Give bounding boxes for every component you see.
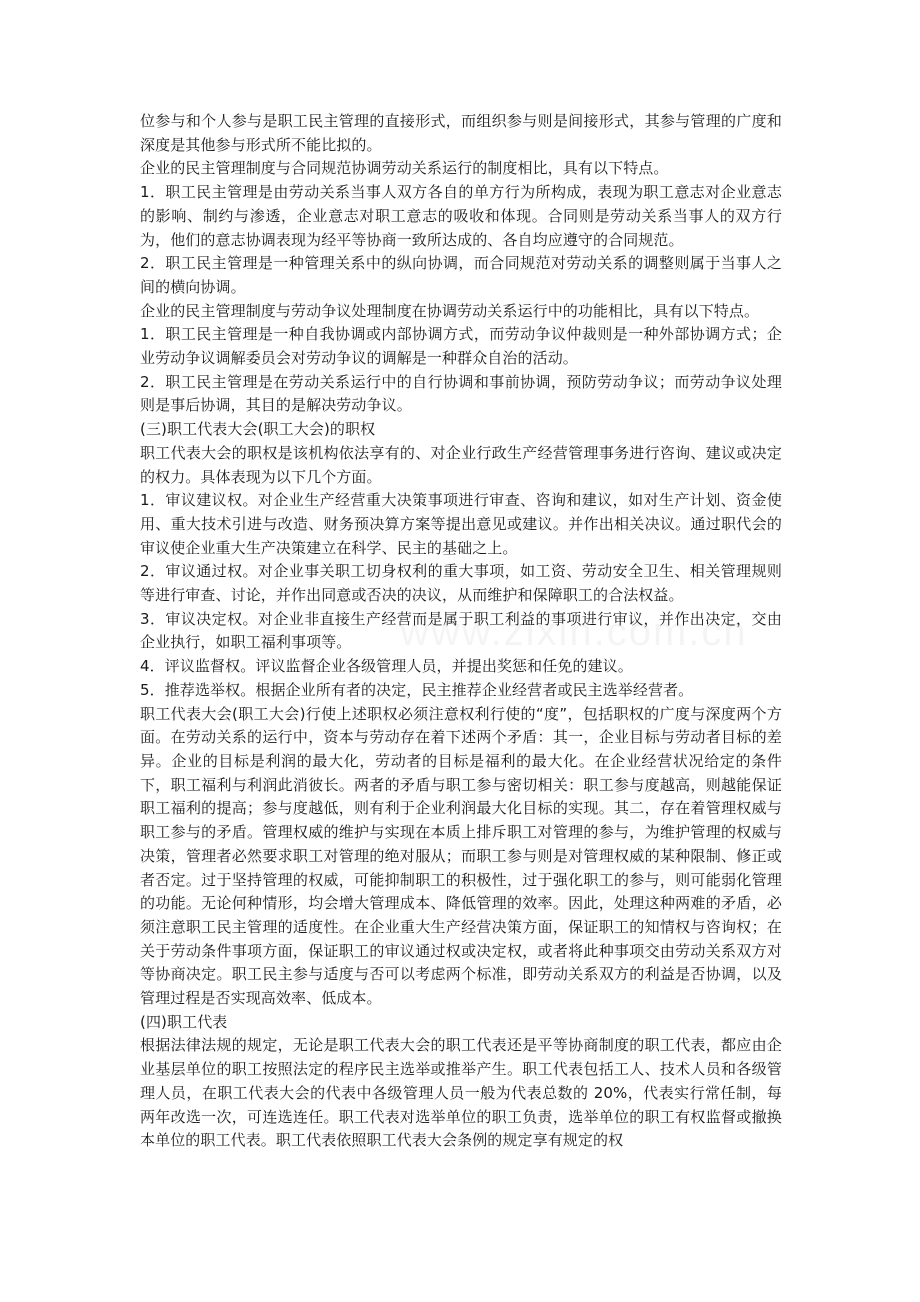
- paragraph-degree-of-powers: 职工代表大会(职工大会)行使上述职权必须注意权利行使的“度”，包括职权的广度与深度两个方面。在劳动关系的运行中，资本与劳动存在着下述两个矛盾：其一，企业目标与劳动者目标的差异。企业的目标是利润的最大化，劳动者的目标是福利的最大化。在企业经营状况给定的条件下，职工福利与利润此消彼长。两者的矛盾与职工参与密切相关：职工参与度越高，则越能保证职工福利的提高；参与度越低，则有利于企业利润最大化目标的实现。其二，存在着管理权威与职工参与的矛盾。管理权威的维护与实现在本质上排斥职工对管理的参与，为维护管理的权威与决策，管理者必然要求职工对管理的绝对服从；而职工参与则是对管理权威的某种限制、修正或者否定。过于坚持管理的权威，可能抑制职工的积极性，过于强化职工的参与，则可能弱化管理的功能。无论何种情形，均会增大管理成本、降低管理的效率。因此，处理这种两难的矛盾，必须注意职工民主管理的适度性。在企业重大生产经营决策方面，保证职工的知情权与咨询权；在关于劳动条件事项方面，保证职工的审议通过权或决定权，或者将此种事项交由劳动关系双方对等协商决定。职工民主参与适度与否可以考虑两个标准，即劳动关系双方的利益是否协调，以及管理过程是否实现高效率、低成本。: [140, 704, 782, 1008]
- paragraph-representatives: 根据法律法规的规定，无论是职工代表大会的职工代表还是平等协商制度的职工代表，都应由企业基层单位的职工按照法定的程序民主选举或推举产生。职工代表包括工人、技术人员和各级管理人员，在职工代表大会的代表中各级管理人员一般为代表总数的 20%，代表实行常任制，每两年改选一次，可连选连任。职工代表对选举单位的职工负责，选举单位的职工有权监督或撤换本单位的职工代表。职工代表依照职工代表大会条例的规定享有规定的权: [140, 1036, 782, 1150]
- paragraph-dispute-comparison-intro: 企业的民主管理制度与劳动争议处理制度在协调劳动关系运行中的功能相比，具有以下特点。: [140, 301, 760, 320]
- section-heading-worker-representatives: (四)职工代表: [140, 1012, 228, 1031]
- paragraph-power-recommend-elect: 5．推荐选举权。根据企业所有者的决定，民主推荐企业经营者或民主选举经营者。: [140, 680, 694, 699]
- paragraph-power-review-approve: 2．审议通过权。对企业事关职工切身权利的重大事项，如工资、劳动安全卫生、相关管理规则等进行审查、讨论，并作出同意或否决的决议，从而维护和保障职工的合法权益。: [140, 562, 782, 605]
- paragraph-dispute-point-1: 1．职工民主管理是一种自我协调或内部协调方式，而劳动争议仲裁则是一种外部协调方式；企业劳动争议调解委员会对劳动争议的调解是一种群众自治的活动。: [140, 325, 782, 368]
- paragraph-power-review-decide: 3．审议决定权。对企业非直接生产经营而是属于职工利益的事项进行审议，并作出决定，交由企业执行，如职工福利事项等。: [140, 609, 782, 652]
- paragraph-power-review-suggest: 1．审议建议权。对企业生产经营重大决策事项进行审查、咨询和建议，如对生产计划、资金使用、重大技术引进与改造、财务预决算方案等提出意见或建议。并作出相关决议。通过职代会的审议使企业重大生产决策建立在科学、民主的基础之上。: [140, 491, 782, 557]
- paragraph-contract-comparison-intro: 企业的民主管理制度与合同规范协调劳动关系运行的制度相比，具有以下特点。: [140, 159, 669, 178]
- paragraph-contract-point-2: 2．职工民主管理是一种管理关系中的纵向协调，而合同规范对劳动关系的调整则属于当事人之间的横向协调。: [140, 254, 782, 296]
- paragraph-participation-forms: 位参与和个人参与是职工民主管理的直接形式，而组织参与则是间接形式，其参与管理的广度和深度是其他参与形式所不能比拟的。: [140, 112, 782, 154]
- document-page: [140, 110, 782, 1153]
- paragraph-contract-point-1: 1．职工民主管理是由劳动关系当事人双方各自的单方行为所构成，表现为职工意志对企业意志的影响、制约与渗透，企业意志对职工意志的吸收和体现。合同则是劳动关系当事人的双方行为，他们的意志协调表现为经平等协商一致所达成的、各自均应遵守的合同规范。: [140, 183, 782, 249]
- paragraph-power-evaluate-supervise: 4．评议监督权。评议监督企业各级管理人员，并提出奖惩和任免的建议。: [140, 657, 633, 676]
- section-heading-congress-powers: (三)职工代表大会(职工大会)的职权: [140, 420, 376, 439]
- paragraph-dispute-point-2: 2．职工民主管理是在劳动关系运行中的自行协调和事前协调，预防劳动争议；而劳动争议处理则是事后协调，其目的是解决劳动争议。: [140, 372, 782, 415]
- paragraph-powers-definition: 职工代表大会的职权是该机构依法享有的、对企业行政生产经营管理事务进行咨询、建议或决定的权力。具体表现为以下几个方面。: [140, 443, 782, 486]
